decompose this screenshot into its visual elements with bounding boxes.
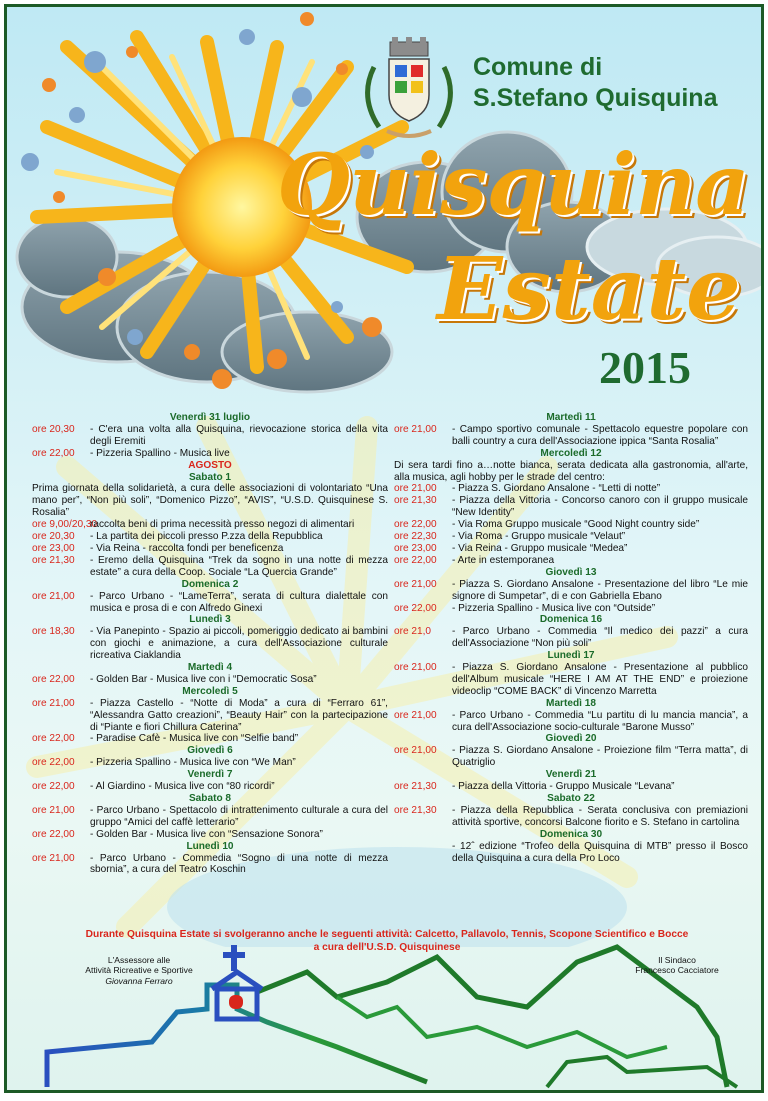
program-right-column [394, 412, 748, 864]
event-row [394, 555, 748, 567]
day-heading: Martedì 11 [546, 412, 596, 423]
day-heading: Venerdì 21 [545, 769, 597, 781]
event-time: ore 21,0 [394, 626, 432, 638]
event-description: - Pizzeria Spallino - Musica live con “Outside” [452, 602, 656, 614]
signature-sindaco [607, 955, 747, 976]
event-description: - Pizzeria Spallino - Musica live con “We Man” [90, 757, 296, 769]
event-time: ore 21,00 [394, 745, 437, 757]
event-description: - Via Roma Gruppo musicale “Good Night country side” [452, 519, 700, 531]
event-description: - Parco Urbano - Commedia “Sogno di una notte di mezza sbornia”, a cura del Teatro Koschin [90, 852, 388, 876]
event-title-estate: Estate [437, 239, 741, 340]
day-heading: Giovedì 20 [545, 733, 597, 745]
event-description: raccolta beni di prima necessità presso negozi di alimentari [90, 519, 355, 531]
event-description: - Piazza della Vittoria - Gruppo Musicale “Levana” [452, 781, 675, 793]
event-time: ore 21,00 [394, 662, 437, 674]
event-row [394, 781, 748, 793]
day-heading: Venerdì 7 [187, 769, 233, 781]
day-heading: Venerdì 31 luglio [169, 412, 251, 423]
event-row [394, 626, 748, 650]
event-row [394, 543, 748, 555]
event-description: - Via Reina - Gruppo musicale “Medea” [452, 542, 628, 554]
event-row [394, 710, 748, 734]
day-heading: Mercoledì 5 [182, 685, 238, 697]
event-time: ore 20,30 [32, 531, 75, 543]
comune-line-2: S.Stefano Quisquina [473, 84, 718, 112]
day-heading: Domenica 2 [181, 578, 239, 590]
event-time: ore 22,00 [32, 733, 75, 745]
event-time: ore 21,30 [394, 781, 437, 793]
footer-note-line-1: Durante Quisquina Estate si svolgeranno anche le seguenti attività: Calcetto, Pallavolo, Tennis, Scopone Scientifico e Bocce [85, 929, 689, 940]
event-description: - Golden Bar - Musica live con i “Democratic Sosa” [90, 673, 317, 685]
event-row [32, 555, 388, 579]
event-description: - Via Roma - Gruppo musicale “Velaut” [452, 531, 626, 543]
event-row [32, 674, 388, 686]
event-row [32, 591, 388, 615]
event-description: - La partita dei piccoli presso P.zza della Repubblica [90, 531, 323, 543]
event-time: ore 22,00 [32, 781, 75, 793]
event-time: ore 22,00 [32, 828, 75, 840]
event-time: ore 21,00 [394, 709, 437, 721]
event-time: ore 23,00 [32, 542, 75, 554]
event-time: ore 21,00 [394, 578, 437, 590]
event-time: ore 21,00 [32, 804, 75, 816]
poster [4, 4, 764, 1093]
event-time: ore 21,00 [32, 697, 75, 709]
event-description: - Pizzeria Spallino - Musica live [90, 447, 230, 459]
event-time: ore 21,00 [32, 852, 75, 864]
event-description: - Piazza S. Giordano Ansalone - “Letti di notte” [452, 483, 661, 495]
event-time: ore 23,00 [394, 542, 437, 554]
day-heading: Martedì 4 [187, 662, 233, 674]
event-description: - Via Panepinto - Spazio ai piccoli, pomeriggio dedicato ai bambini con giochi e animazione, a cura dell'Associazione culturale ricreativa Ciaklandia [90, 626, 388, 662]
event-year: 2015 [599, 342, 691, 393]
event-row [32, 424, 388, 448]
footer-activities-note [47, 929, 727, 954]
event-time: ore 18,30 [32, 626, 75, 638]
event-description: - Al Giardino - Musica live con “80 ricordi” [90, 781, 275, 793]
event-row [394, 424, 748, 448]
comune-line-1: Comune di [473, 53, 603, 81]
event-description: - Parco Urbano - Commedia “Il medico dei pazzi” a cura dell'Associazione “Non più soli” [452, 626, 748, 650]
event-description: - Golden Bar - Musica live con “Sensazione Sonora” [90, 828, 323, 840]
event-time [394, 841, 452, 865]
day-heading: Lunedì 3 [189, 614, 231, 626]
event-row [32, 531, 388, 543]
month-heading: AGOSTO [188, 459, 232, 471]
event-time: ore 22,00 [32, 673, 75, 685]
event-description: - Paradise Cafè - Musica live con “Selfie band” [90, 733, 299, 745]
event-time: ore 21,30 [32, 554, 75, 566]
event-time: ore 20,30 [32, 423, 75, 435]
signature-assessore [59, 955, 219, 986]
event-row [394, 841, 748, 865]
event-row [32, 757, 388, 769]
event-time: ore 21,30 [394, 495, 437, 507]
assessore-role-1: L'Assessore alle [107, 955, 171, 965]
assessore-role-2: Attività Ricreative e Sportive [85, 965, 193, 976]
event-description: - Piazza Castello - “Notte di Moda” a cura di “Ferraro 61”, “Alessandra Gatto creazioni”, “Beauty Hair” con la partecipazione di “Piante e fiori Chillura Caterina” [90, 697, 388, 733]
event-row [32, 733, 388, 745]
day-heading: Sabato 22 [547, 793, 595, 804]
event-row [394, 519, 748, 531]
day-heading: Lunedì 17 [547, 650, 595, 662]
event-description: - Piazza S. Giordano Ansalone - Presentazione del libro “Le mie signore di Sumpetar”, di e con Gabriella Ebano [452, 578, 748, 602]
event-description: - 12ˆ edizione “Trofeo della Quisquina di MTB” presso il Bosco della Quisquina a cura della Pro Loco [452, 840, 748, 864]
event-time: ore 9,00/20,30 [32, 519, 98, 531]
sindaco-role: Il Sindaco [658, 955, 696, 965]
event-time: ore 22,00 [32, 447, 75, 459]
event-row [32, 698, 388, 734]
event-description: - C'era una volta alla Quisquina, rievocazione storica della vita degli Eremiti [90, 423, 388, 447]
event-time: ore 22,00 [394, 519, 437, 531]
event-row [32, 829, 388, 841]
event-description: - Parco Urbano - Commedia “Lu partitu di lu mancia mancia”, a cura dell'Associazione socio-culturale “Barone Musso” [452, 709, 748, 733]
event-description: - Campo sportivo comunale - Spettacolo equestre popolare con balli country a cura dell'Associazione ippica “Santa Rosalia” [452, 423, 748, 447]
event-row [394, 483, 748, 495]
day-heading: Giovedì 6 [187, 745, 233, 757]
event-row [32, 805, 388, 829]
day-heading: Giovedì 13 [545, 566, 597, 578]
day-heading: Domenica 16 [539, 614, 603, 626]
event-row [394, 662, 748, 698]
event-row [32, 626, 388, 662]
event-row [32, 519, 388, 531]
day-heading: Domenica 30 [539, 828, 603, 840]
event-row [32, 853, 388, 877]
assessore-name: Giovanna Ferraro [105, 975, 173, 986]
event-description: - Via Reina - raccolta fondi per beneficenza [90, 542, 284, 554]
event-time: ore 22,00 [394, 602, 437, 614]
day-heading: Martedì 18 [546, 697, 596, 709]
event-description: - Piazza S. Giordano Ansalone - Presentazione al pubblico dell'Album musicale “HERE I AM AT THE END” e proiezione videoclip “COME BACK” di Vincenzo Marretta [452, 662, 748, 697]
event-description: - Piazza della Vittoria - Concorso canoro con il gruppo musicale “New Identity” [452, 495, 748, 519]
event-description: - Eremo della Quisquina “Trek da sogno in una notte di mezza estate” a cura della Coop. Sociale “La Quercia Grande” [90, 554, 388, 578]
program-left-column [32, 412, 388, 876]
event-time: ore 21,00 [32, 590, 75, 602]
event-row [394, 745, 748, 769]
day-heading: Mercoledì 12 [540, 447, 602, 459]
event-description: - Arte in estemporanea [452, 554, 555, 566]
event-time: ore 21,00 [394, 483, 437, 495]
day-heading: Sabato 1 [188, 471, 232, 483]
event-row [394, 603, 748, 615]
event-description: - Parco Urbano - “LameTerra”, serata di cultura dialettale con musica e prosa di e con Alfredo Ginexi [90, 590, 388, 614]
event-row [394, 579, 748, 603]
comune-title [473, 52, 717, 114]
event-time: ore 21,30 [394, 804, 437, 816]
event-description: - Parco Urbano - Spettacolo di intrattenimento culturale a cura del gruppo “Amici del caffè letterario” [90, 804, 388, 828]
event-description: - Piazza S. Giordano Ansalone - Proiezione film “Terra matta”, di Quatriglio [452, 745, 748, 769]
event-description: - Piazza della Repubblica - Serata conclusiva con premiazioni attività sportive, concorsi Balcone fiorito e S. Stefano in cartolina [452, 804, 748, 828]
event-row [394, 495, 748, 519]
sindaco-name: Francesco Cacciatore [635, 965, 719, 976]
event-time: ore 22,30 [394, 531, 437, 543]
program-paragraph: Di sera tardi fino a…notte bianca, serata dedicata alla gastronomia, all'arte, alla musica, agli hobby per le strade del centro: [394, 459, 748, 483]
event-row [32, 543, 388, 555]
municipal-crest-icon [368, 37, 451, 136]
footer-note-line-2: a cura dell'U.S.D. Quisquinese [313, 941, 461, 953]
event-time: ore 21,00 [394, 423, 437, 435]
program-paragraph: Prima giornata della solidarietà, a cura delle associazioni di volontariato “Una mano per”, “Non più soli”, “Domenico Pizzo”, “AVIS”, “U.S.D. Quisquinese S. Rosalia” [32, 483, 388, 519]
day-heading: Lunedì 10 [186, 840, 234, 852]
event-row [32, 781, 388, 793]
event-row [394, 531, 748, 543]
event-row [32, 448, 388, 460]
event-time: ore 22,00 [394, 554, 437, 566]
event-time: ore 22,00 [32, 757, 75, 769]
church-icon [212, 945, 262, 1019]
event-title-quisquina: Quisquina [277, 135, 749, 234]
event-row [394, 805, 748, 829]
day-heading: Sabato 8 [188, 793, 232, 804]
